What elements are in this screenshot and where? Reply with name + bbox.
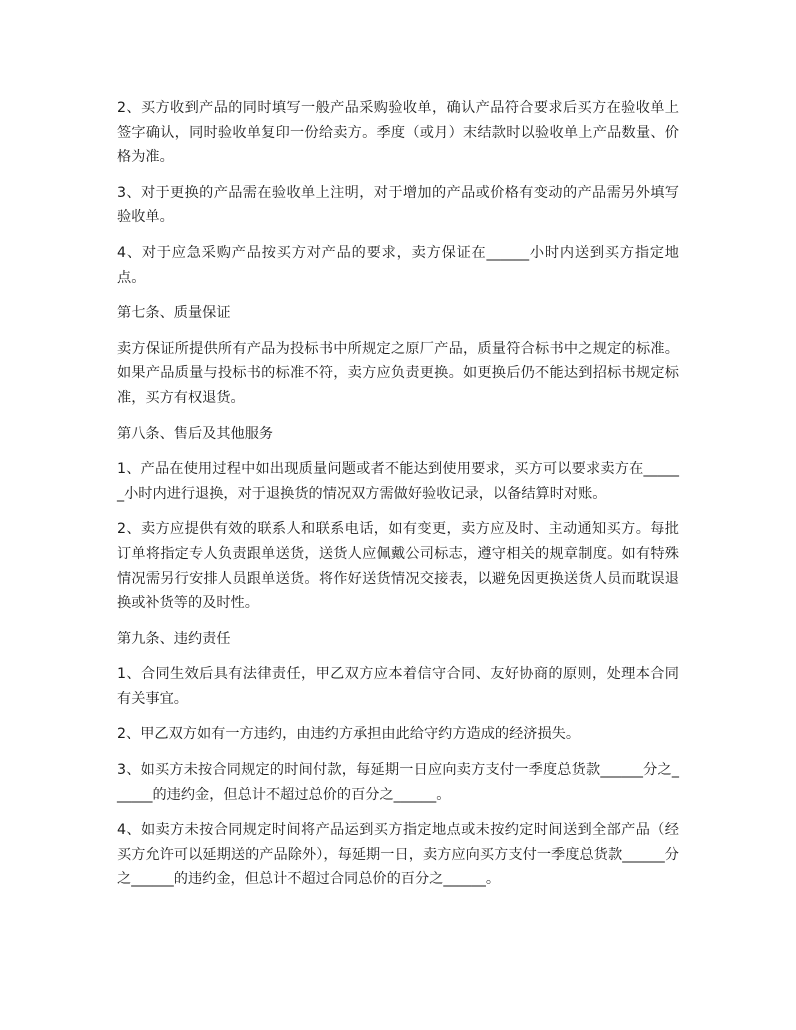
section-heading-7: 第七条、质量保证 <box>117 305 231 322</box>
service-clause-2: 2、卖方应提供有效的联系人和联系电话，如有变更，卖方应及时、主动通知买方。每批订单将指定专人负责跟单送货，送货人应佩戴公司标志，遵守相关的规章制度。如有特殊情况需另行安排人员跟单送货。将作好送货情况交接表，以避免因更换送货人员而耽误退换或补货等的及时性。 <box>117 521 679 612</box>
quality-guarantee-text: 卖方保证所提供所有产品为投标书中所规定之原厂产品，质量符合标书中之规定的标准。如果产品质量与投标书的标准不符，卖方应负责更换。如更换后仍不能达到招标书规定标准，买方有权退货。 <box>117 340 679 406</box>
service-clause-1: 1、产品在使用过程中如出现质量问题或者不能达到使用要求，买方可以要求卖方在______小时内进行退换，对于退换货的情况双方需做好验收记录，以备结算时对账。 <box>117 461 679 502</box>
document-page <box>117 96 679 903</box>
liability-clause-4: 4、如卖方未按合同规定时间将产品运到买方指定地点或未按约定时间送到全部产品（经买方允许可以延期送的产品除外），每延期一日，卖方应向买方支付一季度总货款______分之______的违约金，但总计不超过合同总价的百分之______。 <box>117 822 679 888</box>
liability-clause-1: 1、合同生效后具有法律责任，甲乙双方应本着信守合同、友好协商的原则，处理本合同有关事宜。 <box>117 666 679 707</box>
clause-3-replacement-note: 3、对于更换的产品需在验收单上注明，对于增加的产品或价格有变动的产品需另外填写验收单。 <box>117 184 679 226</box>
clause-2-acceptance-form: 2、买方收到产品的同时填写一般产品采购验收单，确认产品符合要求后买方在验收单上签字确认，同时验收单复印一份给卖方。季度（或月）末结款时以验收单上产品数量、价格为准。 <box>117 100 679 166</box>
liability-clause-2: 2、甲乙双方如有一方违约，由违约方承担由此给守约方造成的经济损失。 <box>117 726 581 743</box>
clause-4-emergency-delivery: 4、对于应急采购产品按买方对产品的要求，卖方保证在______小时内送到买方指定地点。 <box>117 244 679 286</box>
section-heading-8: 第八条、售后及其他服务 <box>117 425 274 442</box>
liability-clause-3: 3、如买方未按合同规定的时间付款，每延期一日应向卖方支付一季度总货款______分之______的违约金，但总计不超过总价的百分之______。 <box>117 762 679 803</box>
section-heading-9: 第九条、违约责任 <box>117 630 231 647</box>
